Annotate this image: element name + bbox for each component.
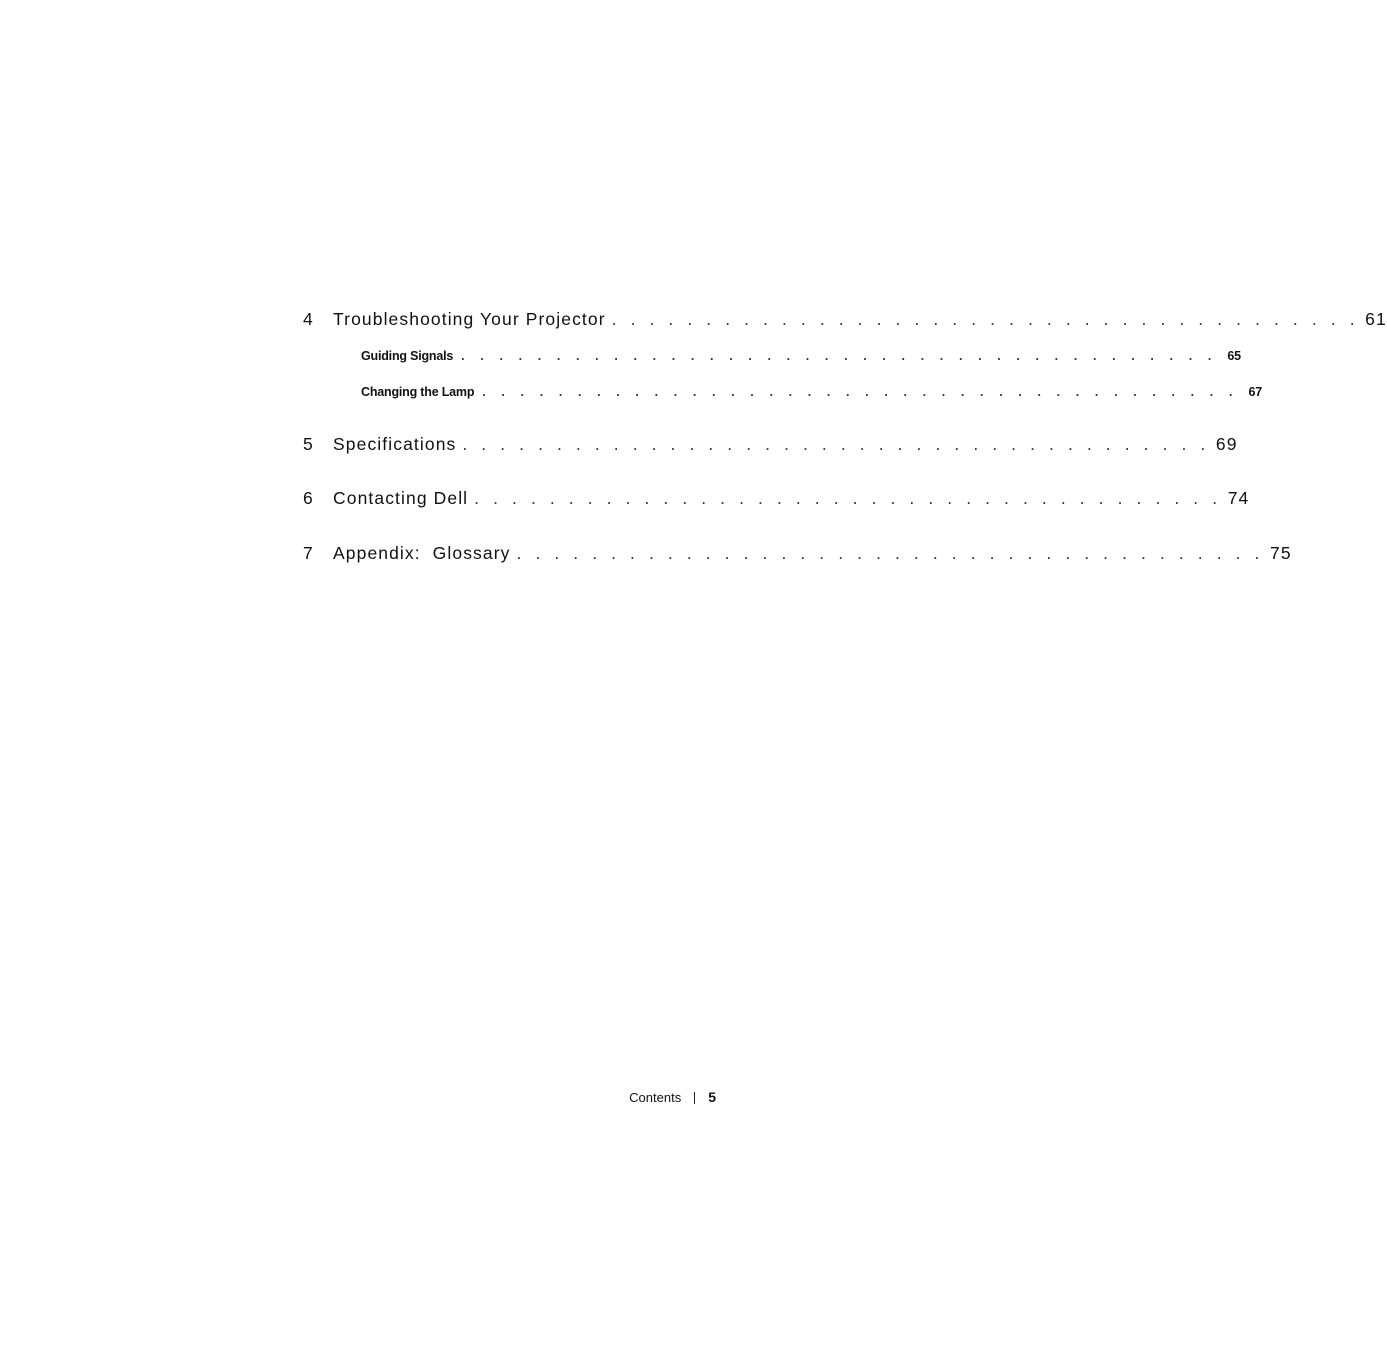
toc-chapter-4[interactable] bbox=[303, 309, 1387, 330]
chapter-title: Specifications bbox=[333, 434, 457, 454]
chapter-title: Appendix: Glossary bbox=[333, 543, 511, 563]
chapter-number: 6 bbox=[303, 488, 314, 508]
toc-chapter-7[interactable] bbox=[303, 543, 1292, 564]
section-title: Guiding Signals bbox=[361, 349, 454, 363]
dot-leader: . . . . . . . . . . . . . . . . . . . . . . . . . . . . . . . . . . . . . . . . bbox=[516, 543, 1265, 563]
chapter-title: Troubleshooting Your Projector bbox=[333, 309, 606, 329]
toc-section-changing-the-lamp[interactable] bbox=[361, 385, 1263, 399]
chapter-number: 7 bbox=[303, 543, 314, 563]
dot-leader: . . . . . . . . . . . . . . . . . . . . . . . . . . . . . . . . . . . . . . . . bbox=[482, 385, 1239, 399]
chapter-page-number: 61 bbox=[1365, 309, 1387, 329]
toc-chapter-6[interactable] bbox=[303, 488, 1250, 509]
chapter-title: Contacting Dell bbox=[333, 488, 469, 508]
chapter-page-number: 75 bbox=[1270, 543, 1292, 563]
dot-leader: . . . . . . . . . . . . . . . . . . . . . . . . . . . . . . . . . . . . . . . . bbox=[611, 309, 1360, 329]
chapter-number: 5 bbox=[303, 434, 314, 454]
footer-section-label: Contents bbox=[629, 1090, 682, 1105]
section-page-number: 65 bbox=[1227, 349, 1241, 363]
chapter-page-number: 74 bbox=[1227, 488, 1250, 508]
toc-section-guiding-signals[interactable] bbox=[361, 349, 1241, 363]
section-page-number: 67 bbox=[1248, 385, 1263, 399]
chapter-page-number: 69 bbox=[1215, 434, 1238, 454]
footer-divider bbox=[694, 1092, 695, 1104]
dot-leader: . . . . . . . . . . . . . . . . . . . . . . . . . . . . . . . . . . . . . . . . bbox=[462, 434, 1210, 454]
dot-leader: . . . . . . . . . . . . . . . . . . . . . . . . . . . . . . . . . . . . . . . . bbox=[474, 488, 1222, 508]
chapter-number: 4 bbox=[303, 309, 314, 329]
toc-chapter-5[interactable] bbox=[303, 434, 1238, 455]
dot-leader: . . . . . . . . . . . . . . . . . . . . . . . . . . . . . . . . . . . . . . . . bbox=[461, 349, 1218, 363]
page-footer bbox=[600, 1089, 716, 1105]
footer-page-number: 5 bbox=[708, 1089, 716, 1105]
section-title: Changing the Lamp bbox=[361, 385, 475, 399]
